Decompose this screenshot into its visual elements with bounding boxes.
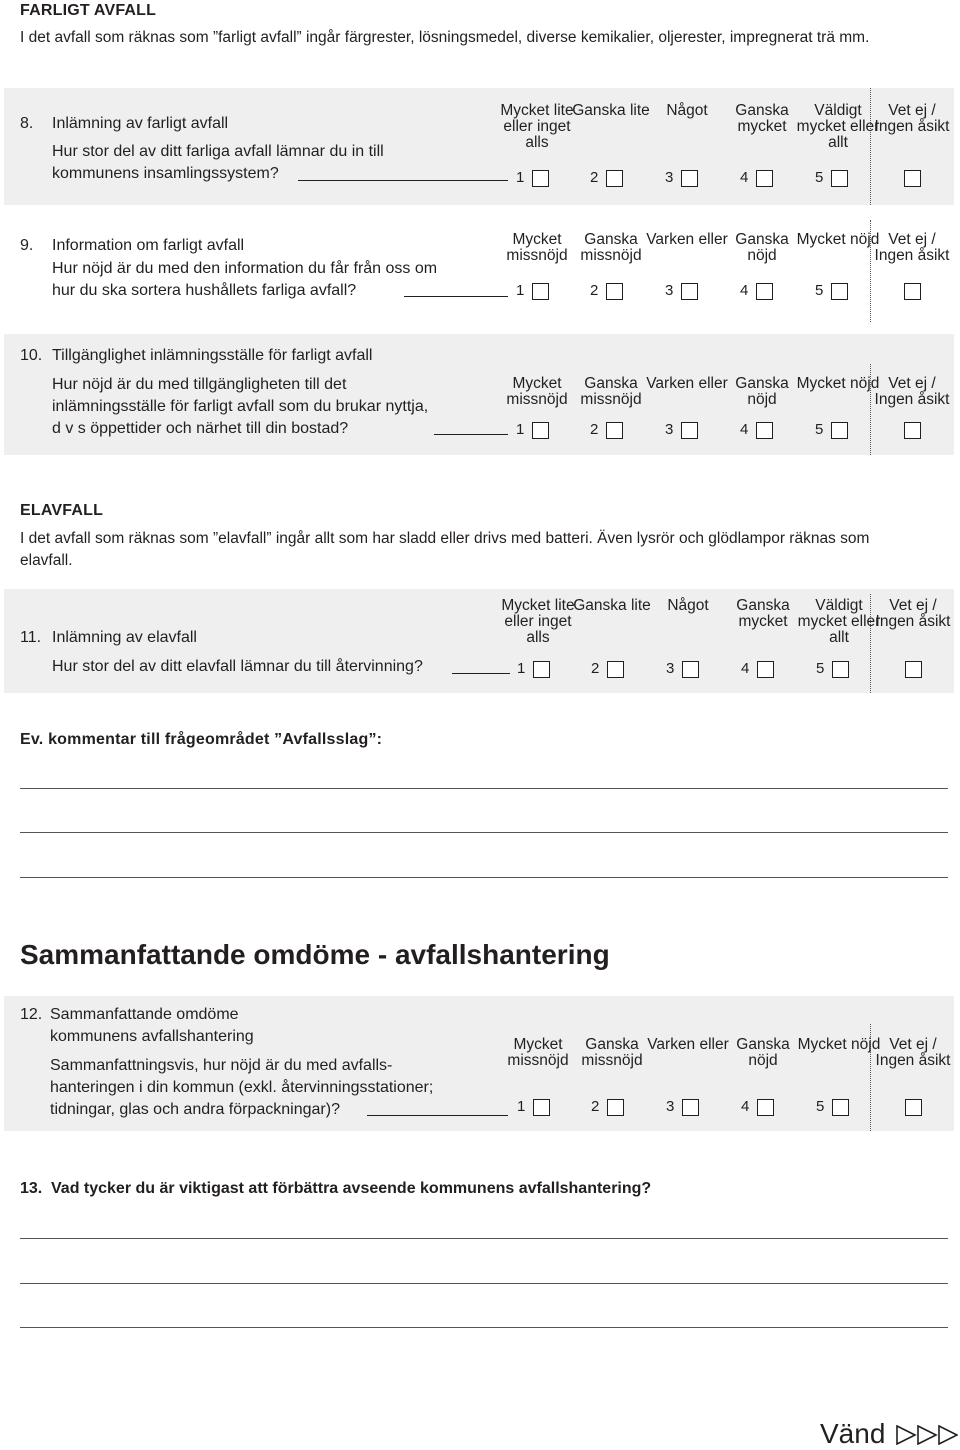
checkbox[interactable]: [831, 283, 848, 300]
option-number: 1: [516, 169, 525, 187]
header-4: Ganska nöjd: [735, 231, 789, 264]
header-5: Väldigt mycket eller allt: [797, 597, 881, 646]
question-8-title: Inlämning av farligt avfall: [52, 115, 229, 132]
header-6: Vet ej / Ingen åsikt: [875, 1036, 951, 1069]
option-3[interactable]: [665, 281, 698, 301]
section-heading-farligt-avfall: FARLIGT AVFALL: [20, 2, 157, 19]
option-3[interactable]: [666, 1097, 699, 1117]
header-6: Vet ej / Ingen åsikt: [874, 102, 950, 135]
checkbox-vet-ej[interactable]: [905, 661, 922, 678]
option-2[interactable]: [590, 168, 623, 188]
checkbox-vet-ej[interactable]: [905, 1099, 922, 1116]
question-9-text: Hur nöjd är du med den information du får från oss om hur du ska sortera hushållets farliga avfall?: [52, 260, 438, 299]
header-2: Ganska lite: [572, 102, 650, 119]
option-number: 5: [815, 169, 824, 187]
section-intro-farligt-avfall: I det avfall som räknas som ”farligt avfall” ingår färgrester, lösningsmedel, diverse kemikalier, oljerester, impregnerat trä mm.: [20, 29, 870, 46]
checkbox[interactable]: [532, 283, 549, 300]
checkbox-vet-ej[interactable]: [904, 283, 921, 300]
question-11-text: Hur stor del av ditt elavfall lämnar du till återvinning?: [52, 658, 423, 675]
header-2: Ganska missnöjd: [581, 1036, 643, 1069]
checkbox[interactable]: [607, 1099, 624, 1116]
header-4: Ganska nöjd: [735, 375, 789, 408]
header-3: Varken eller: [646, 375, 728, 392]
option-5[interactable]: [815, 168, 848, 188]
option-2[interactable]: [590, 420, 623, 440]
checkbox[interactable]: [606, 170, 623, 187]
question-12-text: Sammanfattningsvis, hur nöjd är du med avfalls-hanteringen i din kommun (exkl. återvinningsstationer; tidningar, glas och andra förpackningar)?: [50, 1057, 434, 1118]
option-5[interactable]: [816, 659, 849, 679]
option-number: 2: [591, 660, 600, 678]
header-1: Mycket lite eller inget alls: [501, 597, 575, 646]
option-1[interactable]: [517, 659, 550, 679]
option-2[interactable]: [591, 1097, 624, 1117]
option-number: 3: [666, 660, 675, 678]
option-1[interactable]: [517, 1097, 550, 1117]
option-number: 5: [815, 421, 824, 439]
section-intro-elavfall: I det avfall som räknas som ”elavfall” ingår allt som har sladd eller drivs med batteri. Även lysrör och glödlampor räknas som elavfall.: [20, 530, 870, 569]
checkbox[interactable]: [681, 283, 698, 300]
option-number: 2: [591, 1098, 600, 1116]
option-number: 3: [666, 1098, 675, 1116]
checkbox[interactable]: [606, 283, 623, 300]
answer-leader-line: [434, 434, 508, 435]
checkbox[interactable]: [682, 1099, 699, 1116]
answer-line[interactable]: [20, 1327, 948, 1328]
question-13-text: Vad tycker du är viktigast att förbättra avseende kommunens avfallshantering?: [51, 1180, 652, 1197]
answer-line[interactable]: [20, 1283, 948, 1284]
checkbox[interactable]: [606, 422, 623, 439]
question-11-number: 11.: [20, 629, 42, 646]
option-number: 1: [516, 282, 525, 300]
option-number: 2: [590, 282, 599, 300]
option-1[interactable]: [516, 168, 549, 188]
option-number: 2: [590, 169, 599, 187]
comment-line[interactable]: [20, 877, 948, 878]
checkbox[interactable]: [832, 1099, 849, 1116]
question-12-number: 12.: [20, 1006, 43, 1023]
question-12-title: Sammanfattande omdöme: [50, 1006, 239, 1023]
comment-line[interactable]: [20, 788, 948, 789]
checkbox[interactable]: [607, 661, 624, 678]
header-1: Mycket missnöjd: [507, 1036, 569, 1069]
header-5: Väldigt mycket eller allt: [796, 102, 880, 151]
checkbox-vet-ej[interactable]: [904, 422, 921, 439]
header-6: Vet ej / Ingen åsikt: [874, 375, 950, 408]
checkbox[interactable]: [533, 1099, 550, 1116]
header-5: Mycket nöjd: [796, 231, 880, 248]
checkbox[interactable]: [756, 170, 773, 187]
option-1[interactable]: [516, 420, 549, 440]
answer-leader-line: [404, 296, 508, 297]
question-8-text: Hur stor del av ditt farliga avfall lämnar du in till kommunens insamlingssystem?: [52, 143, 384, 182]
comment-line[interactable]: [20, 832, 948, 833]
question-12-title-line2: kommunens avfallshantering: [50, 1028, 254, 1045]
option-4[interactable]: [740, 168, 773, 188]
checkbox[interactable]: [532, 422, 549, 439]
option-number: 3: [665, 421, 674, 439]
option-number: 3: [665, 169, 674, 187]
option-number: 4: [740, 421, 749, 439]
answer-leader-line: [452, 673, 510, 674]
option-2[interactable]: [590, 281, 623, 301]
turn-page-label: Vänd: [820, 1418, 886, 1449]
option-number: 1: [517, 660, 526, 678]
checkbox[interactable]: [756, 422, 773, 439]
question-13-number: 13.: [20, 1180, 43, 1197]
header-3: Något: [666, 102, 708, 119]
checkbox-vet-ej[interactable]: [904, 170, 921, 187]
option-2[interactable]: [591, 659, 624, 679]
option-number: 4: [741, 660, 750, 678]
header-4: Ganska mycket: [736, 597, 790, 630]
header-6: Vet ej / Ingen åsikt: [875, 597, 951, 630]
header-3: Varken eller: [647, 1036, 729, 1053]
option-4[interactable]: [740, 281, 773, 301]
question-10-text: Hur nöjd är du med tillgängligheten till det inlämningsställe för farligt avfall som du brukar nyttja, d v s öppettider och närhet till din bostad?: [52, 376, 429, 437]
checkbox[interactable]: [682, 661, 699, 678]
checkbox[interactable]: [831, 422, 848, 439]
header-4: Ganska mycket: [735, 102, 789, 135]
answer-leader-line: [367, 1115, 508, 1116]
question-10-number: 10.: [20, 347, 43, 364]
turn-page-arrows-icon: [896, 1425, 958, 1445]
option-3[interactable]: [665, 168, 698, 188]
option-1[interactable]: [516, 281, 549, 301]
answer-leader-line: [298, 180, 508, 181]
option-5[interactable]: [815, 420, 848, 440]
summary-heading: Sammanfattande omdöme - avfallshantering: [20, 939, 610, 970]
question-9-title: Information om farligt avfall: [52, 237, 245, 254]
header-3: Något: [667, 597, 709, 614]
option-number: 5: [815, 282, 824, 300]
header-1: Mycket missnöjd: [506, 231, 568, 264]
question-10-title: Tillgänglighet inlämningsställe för farligt avfall: [52, 347, 373, 364]
header-5: Mycket nöjd: [796, 375, 880, 392]
option-number: 4: [741, 1098, 750, 1116]
option-number: 4: [740, 169, 749, 187]
checkbox[interactable]: [681, 170, 698, 187]
header-5: Mycket nöjd: [797, 1036, 881, 1053]
header-1: Mycket lite eller inget alls: [500, 102, 574, 151]
option-number: 1: [516, 421, 525, 439]
checkbox[interactable]: [533, 661, 550, 678]
header-3: Varken eller: [646, 231, 728, 248]
option-4[interactable]: [740, 420, 773, 440]
question-8-number: 8.: [20, 115, 34, 132]
question-9-number: 9.: [20, 237, 34, 254]
option-number: 3: [665, 282, 674, 300]
question-11-title: Inlämning av elavfall: [52, 629, 197, 646]
checkbox[interactable]: [757, 661, 774, 678]
header-2: Ganska lite: [573, 597, 651, 614]
checkbox[interactable]: [532, 170, 549, 187]
option-4[interactable]: [741, 1097, 774, 1117]
answer-line[interactable]: [20, 1238, 948, 1239]
option-number: 5: [816, 1098, 825, 1116]
option-number: 4: [740, 282, 749, 300]
option-number: 2: [590, 421, 599, 439]
section-heading-elavfall: ELAVFALL: [20, 502, 104, 519]
comment-label: Ev. kommentar till frågeområdet ”Avfallsslag”:: [20, 731, 383, 748]
checkbox[interactable]: [757, 1099, 774, 1116]
checkbox[interactable]: [756, 283, 773, 300]
option-4[interactable]: [741, 659, 774, 679]
header-2: Ganska missnöjd: [580, 231, 642, 264]
header-1: Mycket missnöjd: [506, 375, 568, 408]
checkbox[interactable]: [832, 661, 849, 678]
header-6: Vet ej / Ingen åsikt: [874, 231, 950, 264]
option-5[interactable]: [816, 1097, 849, 1117]
checkbox[interactable]: [681, 422, 698, 439]
option-5[interactable]: [815, 281, 848, 301]
option-number: 5: [816, 660, 825, 678]
option-number: 1: [517, 1098, 526, 1116]
option-3[interactable]: [666, 659, 699, 679]
option-3[interactable]: [665, 420, 698, 440]
header-2: Ganska missnöjd: [580, 375, 642, 408]
checkbox[interactable]: [831, 170, 848, 187]
header-4: Ganska nöjd: [736, 1036, 790, 1069]
